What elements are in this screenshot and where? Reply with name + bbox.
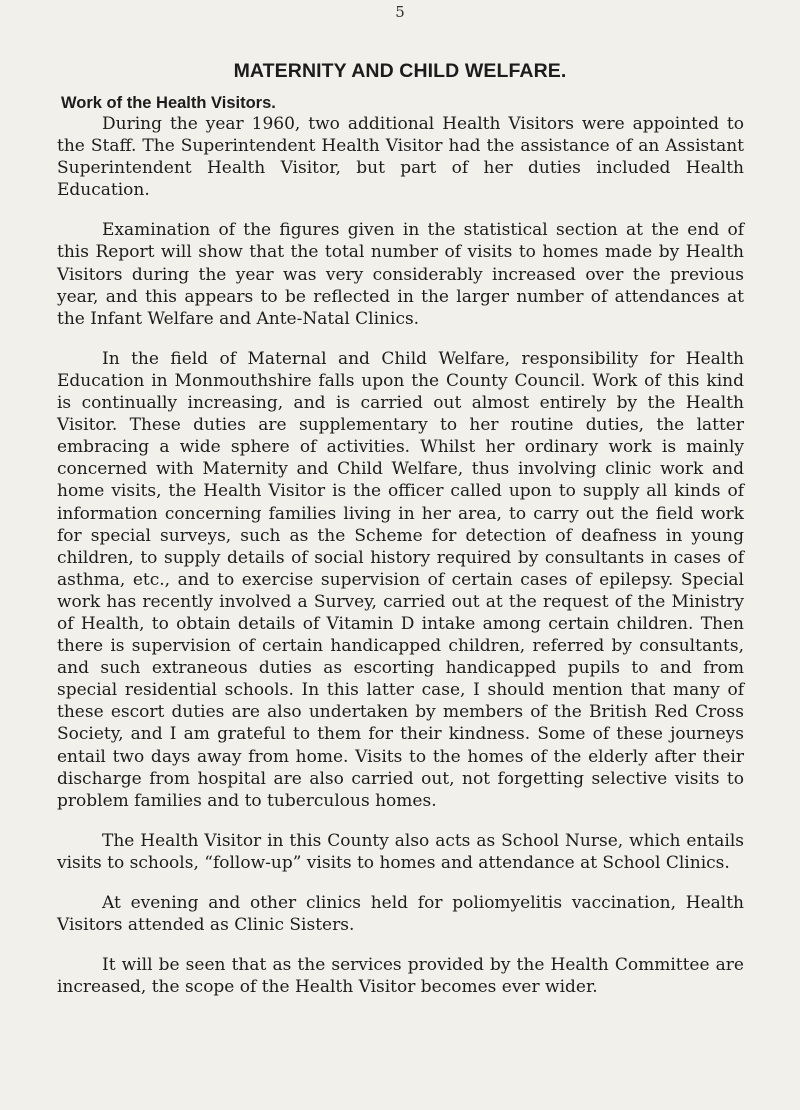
page-number: 5 bbox=[395, 3, 405, 21]
paragraph-2: Examination of the figures given in the statistical section at the end of this Report will show that the total number of visits to homes made by Health Visitors during the year was very considerably increased over the previous year, and this appears to be reflected in the larger number of attendances at the Infant Welfare and Ante-Natal Clinics. bbox=[57, 220, 744, 329]
paragraph-1: During the year 1960, two additional Health Visitors were appointed to the Staff. The Superintendent Health Visitor had the assistance of an Assistant Superintendent Health Visitor, but part of her duties included Health Education. bbox=[57, 114, 744, 201]
section-heading: Work of the Health Visitors. bbox=[61, 94, 276, 112]
page-title: MATERNITY AND CHILD WELFARE. bbox=[233, 60, 567, 82]
paragraph-4: The Health Visitor in this County also acts as School Nurse, which entails visits to schools, “follow-up” visits to homes and attendance at School Clinics. bbox=[57, 830, 744, 873]
paragraph-3: In the field of Maternal and Child Welfare, responsibility for Health Education in Monmouthshire falls upon the County Council. Work of this kind is continually increasing, and is carried out almost entirely by the Health Visitor. These duties are supplementary to her routine duties, the latter embracing a wide sphere of activities. Whilst her ordinary work is mainly concerned with Maternity and Child Welfare, thus involving clinic work and home visits, the Health Visitor is the officer called upon to supply all kinds of information concerning families living in her area, to carry out the field work for special surveys, such as the Scheme for detection of deafness in young children, to supply details of social history required by consultants in cases of asthma, etc., and to exercise supervision of certain cases of epilepsy. Special work has recently involved a Survey, carried out at the request of the Ministry of Health, to obtain details of Vitamin D intake among certain children. Then there is supervision of certain handicapped children, referred by consultants, and such extraneous duties as escorting handicapped pupils to and from special residential schools. In this latter case, I should mention that many of these escort duties are also undertaken by members of the British Red Cross Society, and I am grateful to them for their kindness. Some of these journeys entail two days away from home. Visits to the homes of the elderly after their discharge from hospital are also carried out, not forgetting selective visits to problem families and to tuberculous homes. bbox=[57, 348, 744, 811]
body-text bbox=[57, 113, 744, 1016]
paragraph-6: It will be seen that as the services provided by the Health Committee are increased, the scope of the Health Visitor becomes ever wider. bbox=[57, 955, 744, 998]
paragraph-5: At evening and other clinics held for poliomyelitis vaccination, Health Visitors attended as Clinic Sisters. bbox=[57, 893, 744, 936]
